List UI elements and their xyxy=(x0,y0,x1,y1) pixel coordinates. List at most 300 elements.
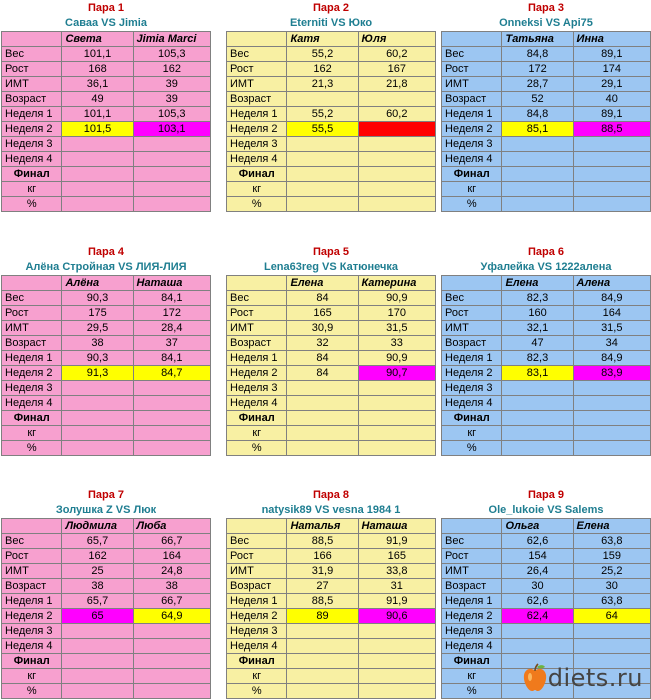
value-cell xyxy=(573,396,650,411)
value-cell: 90,6 xyxy=(358,609,435,624)
value-cell: 82,3 xyxy=(502,291,573,306)
participant-name: Катерина xyxy=(358,276,435,291)
value-cell: 83,9 xyxy=(573,366,650,381)
table-row xyxy=(227,137,436,152)
value-cell: 27 xyxy=(287,579,358,594)
table-row xyxy=(2,351,211,366)
value-cell: 101,1 xyxy=(62,107,133,122)
table-row xyxy=(2,534,211,549)
value-cell: 103,1 xyxy=(133,122,210,137)
value-cell xyxy=(133,152,210,167)
value-cell: 32,1 xyxy=(502,321,573,336)
value-cell xyxy=(573,182,650,197)
value-cell: 91,9 xyxy=(358,534,435,549)
value-cell: 84,9 xyxy=(573,351,650,366)
value-cell: 89,1 xyxy=(573,47,650,62)
table-row xyxy=(2,137,211,152)
table-row xyxy=(227,609,436,624)
value-cell xyxy=(358,639,435,654)
pair-number: Пара 9 xyxy=(527,489,565,501)
row-label: Финал xyxy=(2,411,62,426)
row-label: Неделя 1 xyxy=(442,107,502,122)
pair-title: Уфалейка VS 1222алена xyxy=(480,261,612,273)
row-label: Рост xyxy=(227,549,287,564)
value-cell: 84,1 xyxy=(133,351,210,366)
table-row xyxy=(2,654,211,669)
value-cell xyxy=(502,426,573,441)
row-label: % xyxy=(442,684,502,699)
table-row xyxy=(227,107,436,122)
pair-table xyxy=(1,275,211,456)
value-cell xyxy=(358,122,435,137)
table-row xyxy=(442,639,651,654)
participant-name: Люба xyxy=(133,519,210,534)
value-cell: 63,8 xyxy=(573,594,650,609)
value-cell: 162 xyxy=(62,549,133,564)
participant-name: Елена xyxy=(573,519,650,534)
row-label: Финал xyxy=(2,654,62,669)
value-cell xyxy=(358,152,435,167)
value-cell xyxy=(62,624,133,639)
value-cell xyxy=(502,441,573,456)
pair-number: Пара 6 xyxy=(527,246,565,258)
value-cell: 60,2 xyxy=(358,47,435,62)
row-label: Неделя 1 xyxy=(2,594,62,609)
header-blank-cell xyxy=(2,32,62,47)
row-label: Финал xyxy=(442,167,502,182)
value-cell: 60,2 xyxy=(358,107,435,122)
value-cell xyxy=(62,426,133,441)
value-cell xyxy=(573,624,650,639)
value-cell xyxy=(62,654,133,669)
table-header-row xyxy=(227,519,436,534)
row-label: % xyxy=(227,684,287,699)
participant-name: Наташа xyxy=(133,276,210,291)
table-row xyxy=(2,441,211,456)
row-label: Неделя 4 xyxy=(227,396,287,411)
row-label: кг xyxy=(442,426,502,441)
table-row xyxy=(227,396,436,411)
value-cell xyxy=(133,381,210,396)
table-row xyxy=(227,654,436,669)
table-row xyxy=(2,426,211,441)
value-cell: 154 xyxy=(502,549,573,564)
value-cell: 30,9 xyxy=(287,321,358,336)
value-cell xyxy=(358,381,435,396)
value-cell: 25 xyxy=(62,564,133,579)
table-row xyxy=(2,549,211,564)
pair-title: Алёна Стройная VS ЛИЯ-ЛИЯ xyxy=(25,261,187,273)
value-cell: 90,7 xyxy=(358,366,435,381)
value-cell xyxy=(358,624,435,639)
value-cell: 34 xyxy=(573,336,650,351)
row-label: Вес xyxy=(2,534,62,549)
row-label: Вес xyxy=(2,291,62,306)
table-row xyxy=(2,92,211,107)
table-row xyxy=(442,77,651,92)
value-cell: 165 xyxy=(287,306,358,321)
participant-name: Катя xyxy=(287,32,358,47)
table-row xyxy=(227,549,436,564)
row-label: Рост xyxy=(227,62,287,77)
row-label: Финал xyxy=(442,411,502,426)
row-label: Неделя 1 xyxy=(227,351,287,366)
value-cell xyxy=(133,426,210,441)
table-row xyxy=(2,167,211,182)
value-cell xyxy=(573,197,650,212)
row-label: ИМТ xyxy=(227,321,287,336)
value-cell: 164 xyxy=(573,306,650,321)
table-row xyxy=(442,182,651,197)
table-row xyxy=(2,182,211,197)
value-cell xyxy=(133,137,210,152)
pair-number: Пара 4 xyxy=(87,246,125,258)
row-label: кг xyxy=(442,182,502,197)
row-label: Возраст xyxy=(442,336,502,351)
row-label: Неделя 2 xyxy=(442,122,502,137)
row-label: Рост xyxy=(2,62,62,77)
row-label: Вес xyxy=(227,534,287,549)
value-cell: 84,9 xyxy=(573,291,650,306)
header-blank-cell xyxy=(2,519,62,534)
header-blank-cell xyxy=(227,519,287,534)
table-row xyxy=(2,152,211,167)
participant-name: Татьяна xyxy=(502,32,573,47)
table-row xyxy=(227,47,436,62)
table-row xyxy=(2,47,211,62)
apple-icon xyxy=(522,663,548,693)
participant-name: Елена xyxy=(502,276,573,291)
value-cell xyxy=(358,441,435,456)
row-label: Вес xyxy=(227,47,287,62)
row-label: ИМТ xyxy=(2,321,62,336)
value-cell: 28,4 xyxy=(133,321,210,336)
row-label: Рост xyxy=(442,306,502,321)
value-cell xyxy=(62,441,133,456)
table-row xyxy=(442,197,651,212)
value-cell: 90,9 xyxy=(358,351,435,366)
value-cell xyxy=(62,669,133,684)
value-cell xyxy=(287,411,358,426)
table-header-row xyxy=(227,32,436,47)
value-cell xyxy=(133,411,210,426)
table-row xyxy=(2,381,211,396)
value-cell: 21,3 xyxy=(287,77,358,92)
header-blank-cell xyxy=(2,276,62,291)
row-label: Финал xyxy=(442,654,502,669)
value-cell xyxy=(287,426,358,441)
row-label: Возраст xyxy=(227,579,287,594)
table-row xyxy=(442,107,651,122)
table-row xyxy=(227,77,436,92)
value-cell xyxy=(502,411,573,426)
table-row xyxy=(227,182,436,197)
pair-title: Золушка Z VS Люк xyxy=(55,504,157,516)
value-cell xyxy=(287,624,358,639)
row-label: Рост xyxy=(442,62,502,77)
table-row xyxy=(227,122,436,137)
table-row xyxy=(442,152,651,167)
table-row xyxy=(2,62,211,77)
value-cell xyxy=(358,197,435,212)
value-cell xyxy=(62,197,133,212)
value-cell: 105,3 xyxy=(133,47,210,62)
table-row xyxy=(442,47,651,62)
value-cell xyxy=(358,92,435,107)
value-cell: 170 xyxy=(358,306,435,321)
value-cell xyxy=(62,167,133,182)
participant-name: Юля xyxy=(358,32,435,47)
value-cell: 29,5 xyxy=(62,321,133,336)
pair-number: Пара 7 xyxy=(87,489,125,501)
table-row xyxy=(442,564,651,579)
value-cell: 82,3 xyxy=(502,351,573,366)
value-cell xyxy=(133,624,210,639)
value-cell: 84,8 xyxy=(502,107,573,122)
value-cell: 26,4 xyxy=(502,564,573,579)
table-row xyxy=(442,62,651,77)
row-label: кг xyxy=(227,669,287,684)
row-label: Неделя 3 xyxy=(227,624,287,639)
value-cell: 91,3 xyxy=(62,366,133,381)
value-cell xyxy=(287,684,358,699)
pair-number: Пара 3 xyxy=(527,2,565,14)
value-cell xyxy=(133,654,210,669)
value-cell xyxy=(573,152,650,167)
value-cell xyxy=(287,92,358,107)
row-label: кг xyxy=(2,182,62,197)
table-row xyxy=(442,291,651,306)
row-label: Неделя 2 xyxy=(2,609,62,624)
value-cell: 55,2 xyxy=(287,47,358,62)
value-cell xyxy=(62,137,133,152)
value-cell: 38 xyxy=(62,336,133,351)
value-cell xyxy=(62,684,133,699)
value-cell: 63,8 xyxy=(573,534,650,549)
table-row xyxy=(227,291,436,306)
value-cell: 174 xyxy=(573,62,650,77)
row-label: Неделя 3 xyxy=(442,381,502,396)
value-cell xyxy=(573,381,650,396)
table-row xyxy=(227,624,436,639)
row-label: Вес xyxy=(442,534,502,549)
row-label: Неделя 3 xyxy=(442,624,502,639)
row-label: Финал xyxy=(2,167,62,182)
value-cell: 28,7 xyxy=(502,77,573,92)
table-row xyxy=(442,549,651,564)
value-cell: 66,7 xyxy=(133,594,210,609)
participant-name: Ольга xyxy=(502,519,573,534)
table-row xyxy=(2,77,211,92)
table-row xyxy=(2,609,211,624)
value-cell: 166 xyxy=(287,549,358,564)
value-cell: 64,9 xyxy=(133,609,210,624)
value-cell: 84,1 xyxy=(133,291,210,306)
row-label: Рост xyxy=(2,306,62,321)
value-cell xyxy=(502,396,573,411)
value-cell: 29,1 xyxy=(573,77,650,92)
participant-name: Елена xyxy=(287,276,358,291)
pair-title: Onneksi VS Api75 xyxy=(499,17,593,29)
pair-title: Саваа VS Jimia xyxy=(65,17,147,29)
row-label: Возраст xyxy=(227,336,287,351)
table-row xyxy=(2,624,211,639)
table-row xyxy=(227,594,436,609)
row-label: Вес xyxy=(2,47,62,62)
row-label: Рост xyxy=(442,549,502,564)
row-label: кг xyxy=(442,669,502,684)
value-cell: 55,5 xyxy=(287,122,358,137)
table-row xyxy=(227,92,436,107)
row-label: Неделя 4 xyxy=(442,152,502,167)
row-label: Возраст xyxy=(2,336,62,351)
value-cell: 38 xyxy=(62,579,133,594)
value-cell xyxy=(133,182,210,197)
table-row xyxy=(442,609,651,624)
row-label: Неделя 1 xyxy=(2,351,62,366)
value-cell: 85,1 xyxy=(502,122,573,137)
table-row xyxy=(442,306,651,321)
value-cell: 31,5 xyxy=(358,321,435,336)
row-label: Рост xyxy=(227,306,287,321)
table-row xyxy=(442,137,651,152)
pair-number: Пара 2 xyxy=(312,2,350,14)
value-cell: 84,8 xyxy=(502,47,573,62)
table-header-row xyxy=(2,32,211,47)
value-cell: 84 xyxy=(287,351,358,366)
table-row xyxy=(2,291,211,306)
table-row xyxy=(227,152,436,167)
table-row xyxy=(227,564,436,579)
table-row xyxy=(2,669,211,684)
row-label: Неделя 1 xyxy=(442,594,502,609)
pair-table xyxy=(441,275,651,456)
value-cell xyxy=(502,197,573,212)
value-cell: 62,4 xyxy=(502,609,573,624)
value-cell xyxy=(287,152,358,167)
value-cell xyxy=(502,137,573,152)
value-cell: 88,5 xyxy=(573,122,650,137)
row-label: Неделя 4 xyxy=(227,152,287,167)
table-row xyxy=(442,336,651,351)
value-cell: 39 xyxy=(133,92,210,107)
row-label: Неделя 2 xyxy=(2,122,62,137)
value-cell: 172 xyxy=(502,62,573,77)
value-cell: 88,5 xyxy=(287,534,358,549)
value-cell: 66,7 xyxy=(133,534,210,549)
table-header-row xyxy=(2,276,211,291)
value-cell: 83,1 xyxy=(502,366,573,381)
value-cell: 91,9 xyxy=(358,594,435,609)
participant-name: Алена xyxy=(573,276,650,291)
value-cell xyxy=(573,426,650,441)
value-cell xyxy=(358,684,435,699)
row-label: ИМТ xyxy=(442,77,502,92)
logo-text: diets.ru xyxy=(547,664,643,692)
table-row xyxy=(2,197,211,212)
value-cell: 52 xyxy=(502,92,573,107)
row-label: % xyxy=(2,197,62,212)
row-label: Неделя 3 xyxy=(2,137,62,152)
row-label: Неделя 4 xyxy=(442,639,502,654)
row-label: Возраст xyxy=(2,579,62,594)
row-label: % xyxy=(227,441,287,456)
row-label: Возраст xyxy=(442,92,502,107)
row-label: Возраст xyxy=(227,92,287,107)
value-cell: 162 xyxy=(133,62,210,77)
table-row xyxy=(442,366,651,381)
table-header-row xyxy=(442,519,651,534)
value-cell xyxy=(133,669,210,684)
value-cell: 160 xyxy=(502,306,573,321)
table-row xyxy=(2,107,211,122)
participant-name: Инна xyxy=(573,32,650,47)
table-row xyxy=(227,366,436,381)
row-label: Неделя 4 xyxy=(442,396,502,411)
value-cell xyxy=(287,197,358,212)
row-label: % xyxy=(227,197,287,212)
row-label: Неделя 3 xyxy=(2,381,62,396)
value-cell xyxy=(573,411,650,426)
value-cell: 84 xyxy=(287,291,358,306)
header-blank-cell xyxy=(442,519,502,534)
header-blank-cell xyxy=(227,32,287,47)
row-label: Неделя 1 xyxy=(2,107,62,122)
row-label: Финал xyxy=(227,411,287,426)
header-blank-cell xyxy=(442,32,502,47)
row-label: Неделя 2 xyxy=(2,366,62,381)
table-header-row xyxy=(442,32,651,47)
value-cell xyxy=(133,639,210,654)
value-cell xyxy=(502,639,573,654)
row-label: Возраст xyxy=(442,579,502,594)
row-label: Неделя 1 xyxy=(442,351,502,366)
value-cell: 64 xyxy=(573,609,650,624)
value-cell: 62,6 xyxy=(502,534,573,549)
table-row xyxy=(2,396,211,411)
row-label: Неделя 3 xyxy=(227,137,287,152)
value-cell xyxy=(573,137,650,152)
row-label: % xyxy=(442,197,502,212)
value-cell: 47 xyxy=(502,336,573,351)
value-cell: 36,1 xyxy=(62,77,133,92)
table-header-row xyxy=(442,276,651,291)
value-cell: 105,3 xyxy=(133,107,210,122)
pair-table xyxy=(1,31,211,212)
value-cell: 167 xyxy=(358,62,435,77)
row-label: ИМТ xyxy=(227,564,287,579)
row-label: Вес xyxy=(442,47,502,62)
value-cell: 62,6 xyxy=(502,594,573,609)
table-row xyxy=(227,669,436,684)
row-label: Неделя 2 xyxy=(227,366,287,381)
row-label: % xyxy=(2,441,62,456)
pair-title: Eterniti VS Юко xyxy=(289,17,373,29)
value-cell: 172 xyxy=(133,306,210,321)
value-cell xyxy=(502,167,573,182)
row-label: % xyxy=(442,441,502,456)
row-label: Неделя 1 xyxy=(227,594,287,609)
row-label: кг xyxy=(2,426,62,441)
pair-table xyxy=(226,31,436,212)
value-cell: 101,5 xyxy=(62,122,133,137)
value-cell: 49 xyxy=(62,92,133,107)
value-cell xyxy=(287,654,358,669)
value-cell xyxy=(62,411,133,426)
table-row xyxy=(2,122,211,137)
row-label: Возраст xyxy=(2,92,62,107)
value-cell xyxy=(502,152,573,167)
